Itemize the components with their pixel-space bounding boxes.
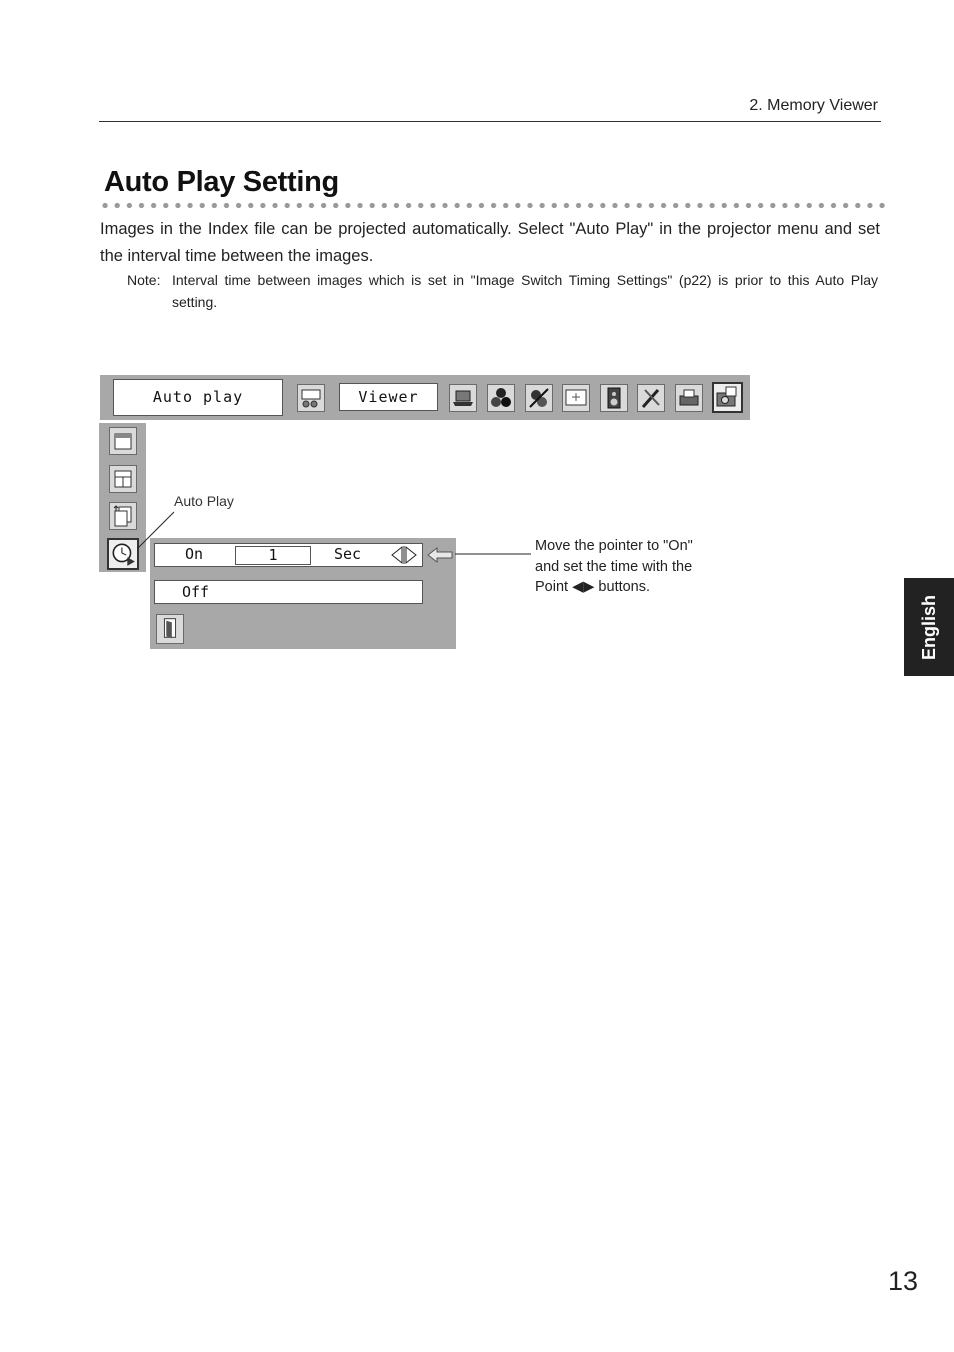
note-label: Note: bbox=[127, 272, 161, 288]
auto-play-callout: Auto Play bbox=[174, 493, 234, 509]
instruction-line-3 bbox=[535, 577, 735, 598]
instruction-callout bbox=[535, 536, 735, 598]
interval-value-field[interactable]: 1 bbox=[235, 546, 311, 565]
viewer-tab[interactable]: Viewer bbox=[339, 383, 438, 411]
page-title: Auto Play Setting bbox=[104, 166, 339, 198]
page-number: 13 bbox=[887, 1266, 918, 1296]
off-option-label: Off bbox=[182, 583, 210, 601]
instruction-line-2: and set the time with the bbox=[535, 558, 693, 575]
point-arrows-icon: ◀▶ bbox=[572, 579, 595, 595]
instruction-line-1: Move the pointer to "On" bbox=[535, 538, 693, 554]
instruction-point-label: Point bbox=[535, 579, 569, 595]
language-tab-label: English bbox=[918, 594, 939, 660]
section-label: 2. Memory Viewer bbox=[749, 97, 878, 114]
instruction-buttons-label: buttons. bbox=[594, 579, 651, 595]
intro-paragraph: Images in the Index file can be projected automatically. Select "Auto Play" in the projector menu and set the interval time between the images. bbox=[100, 220, 880, 265]
interval-unit-label: Sec bbox=[334, 545, 362, 563]
note-text: Interval time between images which is set in "Image Switch Timing Settings" (p22) is prior to this Auto Play setting. bbox=[172, 272, 878, 310]
on-option-label: On bbox=[185, 545, 204, 563]
menu-title-box: Auto play bbox=[113, 379, 283, 416]
